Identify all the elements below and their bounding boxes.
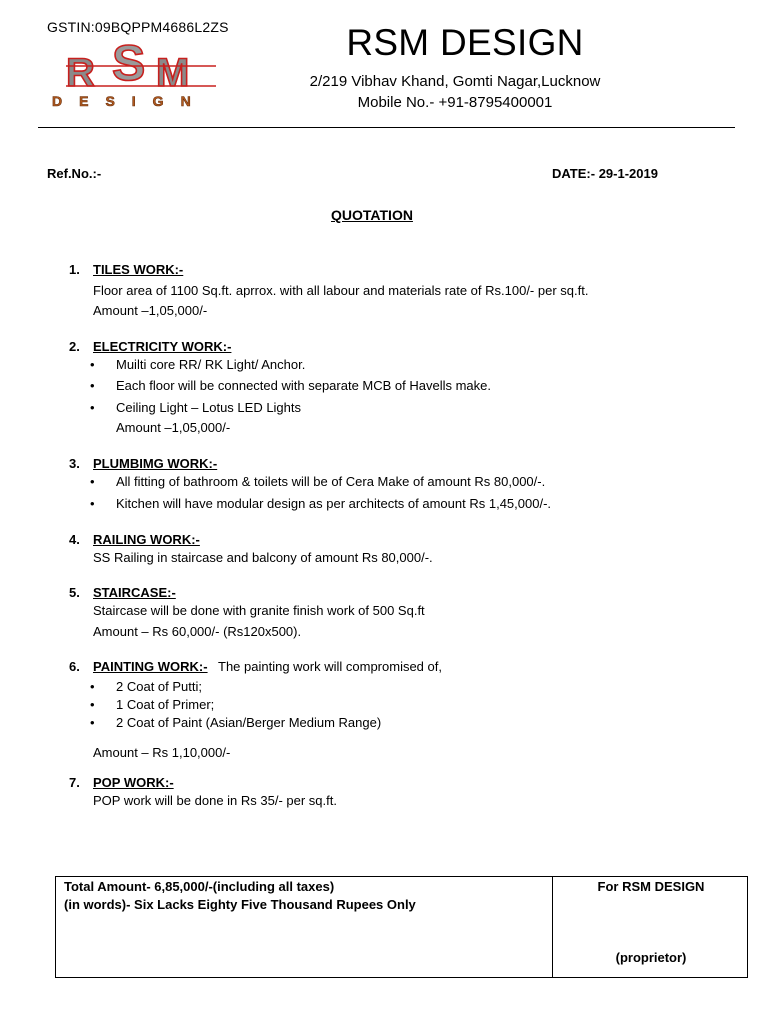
svg-text:M: M — [156, 51, 190, 95]
header-divider — [38, 127, 735, 128]
item-heading: PAINTING WORK:- — [93, 659, 208, 674]
item-heading: ELECTRICITY WORK:- — [93, 339, 232, 354]
total-amount: Total Amount- 6,85,000/-(including all taxes) — [64, 879, 335, 894]
bullet-item: • 1 Coat of Primer; — [116, 697, 214, 712]
item-heading: RAILING WORK:- — [93, 532, 200, 547]
item-heading: TILES WORK:- — [93, 262, 184, 277]
svg-text:S: S — [112, 40, 146, 91]
item-heading: STAIRCASE:- — [93, 585, 176, 600]
signature-company: For RSM DESIGN — [597, 879, 705, 894]
rsm-logo-icon — [48, 40, 236, 112]
bullet-item: • All fitting of bathroom & toilets will be of Cera Make of amount Rs 80,000/-. — [116, 474, 545, 489]
document-title-text: QUOTATION — [331, 207, 413, 223]
item-number: 7. — [69, 775, 80, 790]
reference-number: Ref.No.:- — [47, 166, 102, 181]
item-heading: POP WORK:- — [93, 775, 174, 790]
item-amount: Amount – Rs 1,10,000/- — [93, 745, 231, 760]
document-title — [0, 207, 744, 223]
signature-proprietor: (proprietor) — [615, 950, 687, 965]
svg-text:R: R — [66, 51, 95, 95]
item-line: POP work will be done in Rs 35/- per sq.ft. — [93, 793, 337, 808]
company-address: 2/219 Vibhav Khand, Gomti Nagar,Lucknow — [309, 73, 601, 90]
totals-box — [55, 876, 748, 978]
item-line: Staircase will be done with granite finish work of 500 Sq.ft — [93, 603, 425, 618]
item-number: 4. — [69, 532, 80, 547]
company-logo — [48, 40, 236, 112]
bullet-item: • 2 Coat of Putti; — [116, 679, 202, 694]
item-number: 3. — [69, 456, 80, 471]
quotation-date: DATE:- 29-1-2019 — [552, 166, 658, 181]
item-amount: Amount –1,05,000/- — [116, 420, 231, 435]
bullet-item: • Each floor will be connected with separate MCB of Havells make. — [116, 378, 491, 393]
item-line: Amount – Rs 60,000/- (Rs120x500). — [93, 624, 302, 639]
item-number: 1. — [69, 262, 80, 277]
total-in-words: (in words)- Six Lacks Eighty Five Thousand Rupees Only — [64, 897, 416, 912]
item-line: Amount –1,05,000/- — [93, 303, 208, 318]
item-number: 5. — [69, 585, 80, 600]
bullet-item: • Kitchen will have modular design as per architects of amount Rs 1,45,000/-. — [116, 496, 551, 511]
item-number: 6. — [69, 659, 80, 674]
item-line: SS Railing in staircase and balcony of amount Rs 80,000/-. — [93, 550, 433, 565]
svg-text:DESIGN: DESIGN — [52, 93, 208, 109]
item-heading: PLUMBIMG WORK:- — [93, 456, 218, 471]
item-line: Floor area of 1100 Sq.ft. aprrox. with all labour and materials rate of Rs.100/- per sq.ft. — [93, 283, 589, 298]
company-name: RSM DESIGN — [346, 22, 584, 63]
bullet-item: • 2 Coat of Paint (Asian/Berger Medium Range) — [116, 715, 381, 730]
item-number: 2. — [69, 339, 80, 354]
bullet-item: • Muilti core RR/ RK Light/ Anchor. — [116, 357, 305, 372]
bullet-item: • Ceiling Light – Lotus LED Lights — [116, 400, 301, 415]
item-heading-suffix: The painting work will compromised of, — [218, 659, 442, 674]
company-mobile: Mobile No.- +91-8795400001 — [357, 94, 553, 111]
gstin-number: GSTIN:09BQPPM4686L2ZS — [47, 19, 229, 35]
